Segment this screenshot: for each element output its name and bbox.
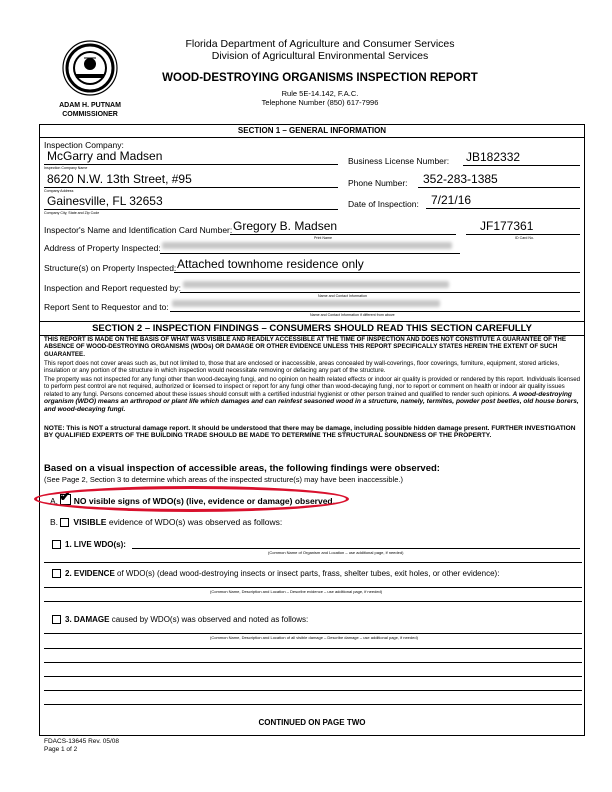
company-sublabel: Inspection Company Name bbox=[44, 166, 88, 170]
damage-line-3[interactable] bbox=[44, 662, 582, 663]
findings-intro: Based on a visual inspection of accessible areas, the following findings were observed: bbox=[44, 463, 440, 474]
finding-b-checkbox[interactable] bbox=[60, 518, 69, 527]
requested-by-sublabel: Name and Contact Information bbox=[318, 294, 367, 298]
finding-a-letter: A. bbox=[50, 496, 59, 506]
form-number: FDACS-13645 Rev. 05/08 bbox=[44, 738, 120, 745]
company-name-field[interactable]: McGarry and Madsen bbox=[47, 149, 163, 163]
evidence-checkbox[interactable] bbox=[52, 569, 61, 578]
license-underline bbox=[463, 165, 580, 166]
finding-a-text: NO visible signs of WDO(s) (live, evidence or damage) observed. bbox=[73, 496, 335, 506]
sent-to-sublabel: Name and Contact Information if different from above bbox=[310, 313, 395, 317]
damage-line-2[interactable] bbox=[44, 648, 582, 649]
property-underline bbox=[160, 253, 460, 254]
structural-note: NOTE: This is NOT a structural damage report. It should be understood that there may be damage, including possible hidden damage present. FURTHER INVESTIGATION BY QUALIFIED EXPERTS OF THE BUILDING TRADE SHOULD BE MADE TO DETERMINE THE STRUCTURAL SOUNDNESS OF THE PROPERTY. bbox=[44, 425, 576, 440]
license-label: Business License Number: bbox=[348, 156, 450, 166]
highlight-oval bbox=[34, 486, 349, 512]
phone-underline bbox=[418, 187, 580, 188]
evidence-bold: 2. EVIDENCE bbox=[65, 569, 115, 578]
damage-line-1[interactable] bbox=[44, 633, 582, 634]
finding-b-bold: VISIBLE bbox=[73, 517, 107, 527]
license-number-field[interactable]: JB182332 bbox=[466, 150, 521, 164]
finding-b bbox=[50, 517, 282, 527]
evidence-line-1[interactable] bbox=[44, 587, 582, 588]
date-label: Date of Inspection: bbox=[348, 199, 419, 209]
inspector-id-sublabel: ID Card No. bbox=[515, 236, 534, 240]
requested-by-underline bbox=[180, 292, 580, 293]
damage-line-4[interactable] bbox=[44, 676, 582, 677]
structures-label: Structure(s) on Property Inspected: bbox=[44, 263, 177, 273]
company-address-field[interactable]: 8620 N.W. 13th Street, #95 bbox=[47, 172, 192, 186]
live-wdo-line[interactable] bbox=[132, 548, 580, 549]
live-wdo-checkbox[interactable] bbox=[52, 540, 61, 549]
redacted-requestor bbox=[183, 281, 449, 288]
fungi-text: The property was not inspected for any fungi other than wood-decaying fungi, and no opinion on health related effects or indoor air quality is provided or rendered by this report. Individuals licensed to perform pest control are not required, authorized or licensed to inspect or report for any fungi other than wood-decaying fungi, nor to report or comment on health or indoor air quality issues related to any fungi. Persons concerned about these issues should consult with a certified industrial hygienist or other person trained and qualified to render such opinions. bbox=[44, 376, 581, 398]
evidence-text: of WDO(s) (dead wood-destroying insects or insect parts, frass, shelter tubes, exit holes, or other evidence): bbox=[117, 569, 500, 578]
evidence-line-2[interactable] bbox=[44, 601, 582, 602]
commissioner-title: COMMISSIONER bbox=[62, 111, 118, 118]
live-wdo-label: 1. LIVE WDO(s): bbox=[65, 540, 126, 549]
inspector-id-field[interactable]: JF177361 bbox=[480, 219, 534, 233]
address-underline bbox=[44, 187, 338, 188]
requested-by-label: Inspection and Report requested by: bbox=[44, 283, 182, 293]
division-name: Division of Agricultural Environmental Services bbox=[211, 50, 429, 62]
sent-to-label: Report Sent to Requestor and to: bbox=[44, 302, 169, 312]
address-sublabel: Company Address bbox=[44, 189, 74, 193]
inspector-id-underline bbox=[466, 234, 580, 235]
evidence-sublabel: (Common Name, Description and Location – Describe evidence – use additional page, if needed) bbox=[210, 589, 383, 594]
inspector-label: Inspector's Name and Identification Card Number: bbox=[44, 225, 233, 235]
finding-b-letter: B. bbox=[50, 517, 59, 527]
findings-subnote: (See Page 2, Section 3 to determine which areas of the inspected structure(s) may have been inaccessible.) bbox=[44, 475, 403, 484]
date-underline bbox=[426, 208, 580, 209]
fungi-paragraph bbox=[44, 376, 582, 413]
commissioner-name: ADAM H. PUTNAM bbox=[59, 102, 121, 109]
damage-text: caused by WDO(s) was observed and noted as follows: bbox=[111, 615, 309, 624]
city-sublabel: Company City, State and Zip Code bbox=[44, 211, 100, 215]
live-wdo-line-2[interactable] bbox=[44, 562, 582, 563]
item-damage bbox=[52, 615, 308, 624]
section1-title: SECTION 1 – GENERAL INFORMATION bbox=[40, 125, 584, 138]
finding-b-text: evidence of WDO(s) was observed as follows: bbox=[108, 517, 283, 527]
company-label: Inspection Company: bbox=[44, 140, 124, 150]
coverage-paragraph: This report does not cover areas such as, but not limited to, those that are enclosed or inaccessible, areas concealed by wall-coverings, floor coverings, furniture, equipment, stored articles, insulation or any portion of the structure in which inspection would necessitate removing or defacing any part of the structure. bbox=[44, 360, 560, 375]
structures-underline bbox=[174, 272, 580, 273]
inspector-name-field[interactable]: Gregory B. Madsen bbox=[233, 219, 338, 233]
structures-field[interactable]: Attached townhome residence only bbox=[177, 257, 364, 271]
agency-name: Florida Department of Agriculture and Consumer Services bbox=[185, 38, 455, 50]
damage-checkbox[interactable] bbox=[52, 615, 61, 624]
phone-label: Phone Number: bbox=[348, 178, 408, 188]
state-seal-icon bbox=[62, 40, 118, 96]
continued-note: CONTINUED ON PAGE TWO bbox=[258, 718, 366, 727]
checkmark-icon: ✔ bbox=[59, 488, 72, 504]
rule-reference: Rule 5E-14.142, F.A.C. bbox=[281, 89, 359, 98]
city-underline bbox=[44, 209, 338, 210]
inspection-date-field[interactable]: 7/21/16 bbox=[431, 193, 472, 207]
live-wdo-sublabel: (Common Name of Organism and Location – use additional page, if needed) bbox=[268, 550, 404, 555]
damage-line-6[interactable] bbox=[44, 704, 582, 705]
company-underline bbox=[44, 164, 338, 165]
property-label: Address of Property Inspected: bbox=[44, 243, 161, 253]
report-title: WOOD-DESTROYING ORGANISMS INSPECTION REPORT bbox=[162, 72, 478, 84]
redacted-recipient bbox=[172, 300, 440, 307]
phone-number-field[interactable]: 352-283-1385 bbox=[423, 172, 498, 186]
item-live-wdo bbox=[52, 540, 126, 549]
section2-title: SECTION 2 – INSPECTION FINDINGS – CONSUMERS SHOULD READ THIS SECTION CAREFULLY bbox=[40, 321, 584, 336]
redacted-property-address bbox=[162, 242, 452, 249]
damage-line-5[interactable] bbox=[44, 690, 582, 691]
telephone-number: Telephone Number (850) 617-7996 bbox=[261, 98, 379, 107]
company-city-field[interactable]: Gainesville, FL 32653 bbox=[47, 194, 163, 208]
sent-to-underline bbox=[170, 311, 580, 312]
commissioner-block bbox=[40, 101, 140, 119]
inspector-name-sublabel: Print Name bbox=[314, 236, 332, 240]
damage-sublabel: (Common Name, Description and Location of all visible damage – Describe damage – use additional page, if needed) bbox=[210, 635, 418, 640]
item-evidence bbox=[52, 569, 499, 578]
damage-bold: 3. DAMAGE bbox=[65, 615, 110, 624]
wdo-definition: A wood-destroying organism (WDO) means an arthropod or plant life which damages and can reinfest seasoned wood in a structure, namely, termites, powder post beetles, old house borers, and wood-decaying fungi. bbox=[44, 390, 579, 413]
page-number: Page 1 of 2 bbox=[44, 746, 78, 753]
disclaimer-paragraph: THIS REPORT IS MADE ON THE BASIS OF WHAT WAS VISIBLE AND READILY ACCESSIBLE AT THE TIME OF INSPECTION AND DOES NOT CONSTITUTE A GUARANTEE OF THE ABSENCE OF WOOD-DESTROYING ORGANISMS (WDOs) OR DAMAGE OR OTHER EVIDENCE UNLESS THIS REPORT SPECIFICALLY STATES HEREIN THE EXTENT OF SUCH GUARANTEE. bbox=[44, 336, 566, 358]
inspector-name-underline bbox=[230, 234, 456, 235]
